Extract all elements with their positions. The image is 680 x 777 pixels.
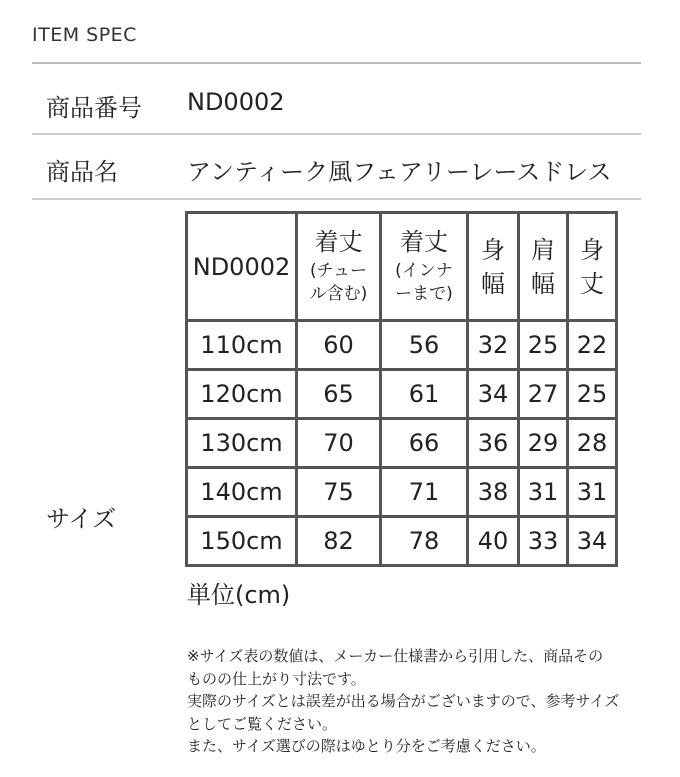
header-length-tulle [298,214,379,319]
header-length-tulle-sub1: (チュー [309,260,368,281]
cell-length-inner: 56 [382,322,466,368]
table-header-row [188,214,615,319]
header-length-inner [382,214,466,319]
note-line: 実際のサイズとは誤差が出る場合がございますので、参考サイズ [187,692,620,710]
section-title: ITEM SPEC [32,24,137,46]
header-body-length [569,214,615,319]
header-code: ND0002 [188,214,295,319]
cell-chest: 32 [469,322,517,368]
header-shoulder-2: 幅 [531,269,555,298]
header-length-tulle-sub2: ル含む) [309,283,368,304]
table-row [188,469,615,515]
cell-size: 130cm [188,420,295,466]
header-shoulder [520,214,566,319]
cell-length-inner: 66 [382,420,466,466]
cell-chest: 40 [469,518,517,564]
note-line: ものの仕上がり寸法です。 [187,669,366,688]
header-chest-1: 身 [481,235,505,264]
cell-shoulder: 27 [520,371,566,417]
table-row [188,518,615,564]
table-row [188,371,615,417]
cell-size: 140cm [188,469,295,515]
header-shoulder-1: 肩 [531,235,555,264]
size-table [185,211,618,567]
cell-length-tulle: 60 [298,322,379,368]
cell-chest: 38 [469,469,517,515]
size-label: サイズ [46,505,117,533]
size-notes [187,645,647,758]
divider [32,133,641,135]
divider [32,62,641,64]
cell-size: 110cm [188,322,295,368]
header-length-tulle-main: 着丈 [314,227,363,256]
cell-shoulder: 31 [520,469,566,515]
cell-length-inner: 71 [382,469,466,515]
cell-body: 25 [569,371,615,417]
header-body-1: 身 [580,235,604,264]
table-row [188,322,615,368]
cell-length-inner: 78 [382,518,466,564]
cell-body: 34 [569,518,615,564]
header-chest-2: 幅 [481,269,505,298]
table-row [188,420,615,466]
cell-chest: 36 [469,420,517,466]
cell-size: 150cm [188,518,295,564]
cell-length-tulle: 82 [298,518,379,564]
cell-chest: 34 [469,371,517,417]
cell-length-tulle: 65 [298,371,379,417]
note-line: ※サイズ表の数値は、メーカー仕様書から引用した、商品その [187,647,604,665]
cell-shoulder: 25 [520,322,566,368]
cell-shoulder: 33 [520,518,566,564]
cell-body: 22 [569,322,615,368]
cell-length-tulle: 75 [298,469,379,515]
header-body-2: 丈 [580,269,604,298]
cell-length-inner: 61 [382,371,466,417]
header-length-inner-main: 着丈 [400,227,448,256]
cell-body: 28 [569,420,615,466]
product-name-label: 商品名 [46,158,118,186]
cell-length-tulle: 70 [298,420,379,466]
header-length-inner-sub1: (インナ [395,260,453,281]
divider [32,198,641,200]
cell-shoulder: 29 [520,420,566,466]
note-line: としてご覧ください。 [187,714,338,733]
cell-body: 31 [569,469,615,515]
product-name-value: アンティーク風フェアリーレースドレス [187,158,612,186]
product-code-value: ND0002 [187,88,285,116]
note-line: また、サイズ選びの際はゆとり分をご考慮ください。 [187,737,546,755]
header-length-inner-sub2: ーまで) [395,283,453,304]
unit-label: 単位(cm) [187,581,291,609]
product-code-label: 商品番号 [46,94,142,122]
cell-size: 120cm [188,371,295,417]
header-chest [469,214,517,319]
